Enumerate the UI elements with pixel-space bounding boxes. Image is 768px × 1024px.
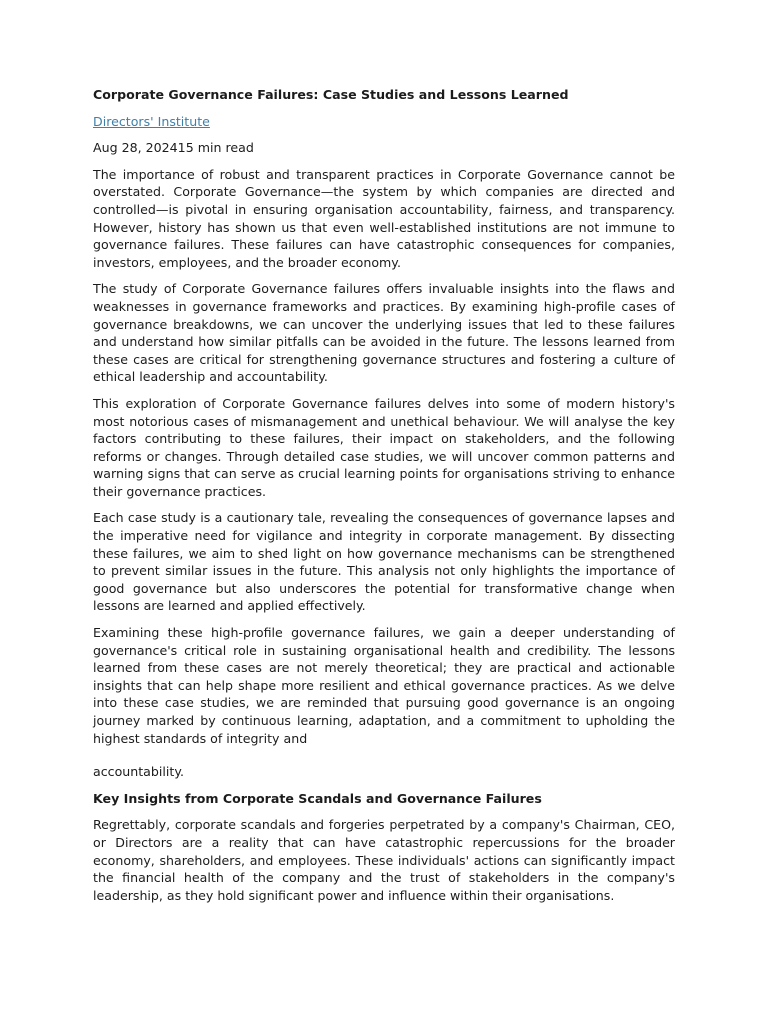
- paragraph-4: Each case study is a cautionary tale, revealing the consequences of governance lapses and the imperative need for vigilance and integrity in corporate management. By dissecting these failures, we aim to shed light on how governance mechanisms can be strengthened to prevent similar issues in the future. This analysis not only highlights the importance of good governance but also underscores the potential for transformative change when lessons are learned and applied effectively.: [93, 510, 675, 614]
- article-title: Corporate Governance Failures: Case Studies and Lessons Learned: [93, 87, 569, 102]
- paragraph-1: The importance of robust and transparent practices in Corporate Governance cannot be overstated. Corporate Governance—the system by which companies are directed and controlled—is pivotal in ensuring organisation accountability, fairness, and transparency. However, history has shown us that even well-established institutions are not immune to governance failures. These failures can have catastrophic consequences for companies, investors, employees, and the broader economy.: [93, 166, 675, 270]
- article-body: [93, 86, 675, 913]
- author-link[interactable]: Directors' Institute: [93, 113, 210, 129]
- paragraph-6: Regrettably, corporate scandals and forgeries perpetrated by a company's Chairman, CEO, or Directors are a reality that can have catastrophic repercussions for the broader economy, shareholders, and employees. These individuals' actions can significantly impact the financial health of the company and the trust of stakeholders in the company's leadership, as they hold significant power and influence within their organisations.: [93, 817, 675, 903]
- section-heading: Key Insights from Corporate Scandals and Governance Failures: [93, 790, 542, 806]
- paragraph-5-continuation: accountability.: [93, 764, 184, 780]
- article-date-readtime: Aug 28, 202415 min read: [93, 140, 254, 156]
- paragraph-3: This exploration of Corporate Governance failures delves into some of modern history's most notorious cases of mismanagement and unethical behaviour. We will analyse the key factors contributing to these failures, their impact on stakeholders, and the following reforms or changes. Through detailed case studies, we will uncover common patterns and warning signs that can serve as crucial learning points for organisations striving to enhance their governance practices.: [93, 395, 675, 499]
- paragraph-2: The study of Corporate Governance failures offers invaluable insights into the flaws and weaknesses in governance frameworks and practices. By examining high-profile cases of governance breakdowns, we can uncover the underlying issues that led to these failures and understand how similar pitfalls can be avoided in the future. The lessons learned from these cases are critical for strengthening governance structures and fostering a culture of ethical leadership and accountability.: [93, 281, 675, 385]
- paragraph-5: Examining these high-profile governance failures, we gain a deeper understanding of governance's critical role in sustaining organisational health and credibility. The lessons learned from these cases are not merely theoretical; they are practical and actionable insights that can help shape more resilient and ethical governance practices. As we delve into these case studies, we are reminded that pursuing good governance is an ongoing journey marked by continuous learning, adaptation, and a commitment to upholding the highest standards of integrity and: [93, 625, 675, 746]
